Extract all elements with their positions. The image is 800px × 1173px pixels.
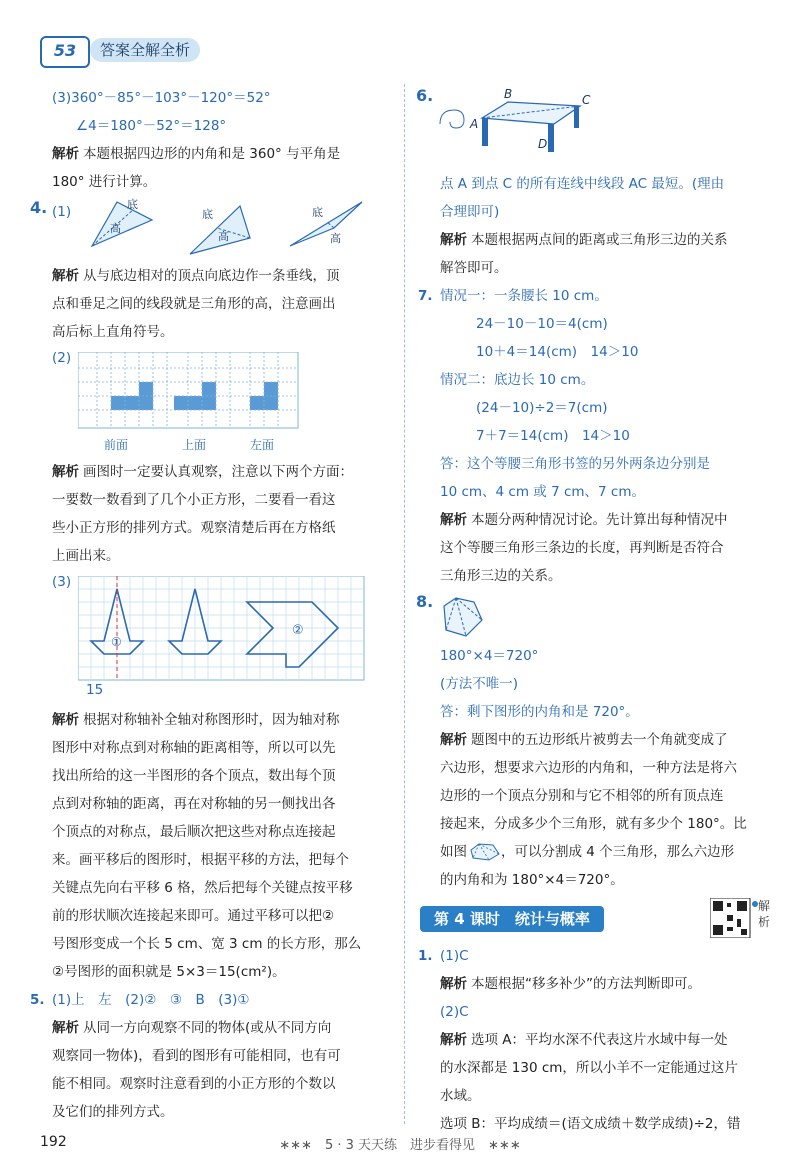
analysis-paragraph: 解析 本题分两种情况讨论。先计算出每种情况中 <box>440 512 728 528</box>
analysis-paragraph: 180° 进行计算。 <box>52 174 157 190</box>
answer-line: 7＋7＝14(cm) 14＞10 <box>476 428 630 444</box>
analysis-paragraph: 这个等腰三角形三条边的长度，再判断是否符合 <box>440 540 724 556</box>
hexagon-split-svg <box>434 594 494 642</box>
analysis-paragraph: 高后标上直角符号。 <box>52 324 174 340</box>
left-column <box>30 84 397 1126</box>
analysis-paragraph: 观察同一物体)，看到的图形有可能相同，也有可 <box>52 1048 341 1064</box>
table-svg <box>430 88 610 168</box>
analysis-paragraph: 个顶点的对称点，最后顺次把这些对称点连接起 <box>52 824 336 840</box>
analysis-paragraph: 找出所给的这一半图形的各个顶点，数出每个顶 <box>52 768 336 784</box>
footer-slogan: ∗∗∗ 5 · 3 天天练 进步看得见 ∗∗∗ <box>279 1138 521 1153</box>
column-divider <box>404 84 405 1124</box>
section-title: 第 4 课时 统计与概率 <box>420 906 604 932</box>
right-column <box>416 84 772 1138</box>
page-number: 192 <box>40 1134 67 1150</box>
answer-line: (2)C <box>440 1004 469 1020</box>
analysis-paragraph: 来。画平移后的图形时，根据平移的方法，把每个 <box>52 852 349 868</box>
figure-number: 15 <box>86 682 104 698</box>
triangle-base-label: 底 <box>202 208 213 221</box>
analysis-paragraph: 接起来，分成多少个三角形，就有多少个 180°。比 <box>440 816 747 832</box>
triangle-height-label: 高 <box>330 232 341 245</box>
analysis-paragraph: 解析 画图时一定要认真观察，注意以下两个方面： <box>52 464 353 480</box>
view-caption-front: 前面 <box>104 438 129 452</box>
analysis-paragraph: 的水深都是 130 cm，所以小羊不一定能通过这片 <box>440 1060 738 1076</box>
analysis-paragraph: 点和垂足之间的线段就是三角形的高，注意画出 <box>52 296 336 312</box>
question-number: 4. <box>30 198 48 217</box>
analysis-paragraph: 上画出来。 <box>52 548 120 564</box>
analysis-paragraph: 图形中对称点到对称轴的距离相等，所以可以先 <box>52 740 336 756</box>
analysis-label: 解析 <box>52 146 79 162</box>
view-caption-top: 上面 <box>182 438 207 452</box>
answer-line: (24－10)÷2＝7(cm) <box>476 400 608 416</box>
analysis-paragraph: 如图 ，可以分割成 4 个三角形，那么六边形 <box>440 844 735 860</box>
symmetry-grid <box>78 576 368 686</box>
triangle-height-label: 高 <box>218 230 229 243</box>
analysis-paragraph: 的内角和为 180°×4＝720°。 <box>440 872 624 888</box>
triangle-figures <box>30 198 397 260</box>
views-figure <box>52 348 397 456</box>
answer-line: 5. (1)上 左 (2)② ③ B (3)① <box>30 992 250 1008</box>
page-footer <box>0 1134 800 1154</box>
answer-line: 24－10－10＝4(cm) <box>476 316 608 332</box>
svg-text:①: ① <box>111 635 122 649</box>
analysis-paragraph: 解析 从同一方向观察不同的物体(或从不同方向 <box>52 1020 332 1036</box>
point-c: C <box>582 93 591 107</box>
answer-line: 1. (1)C <box>418 948 469 964</box>
analysis-paragraph: 解析 本题根据“移多补少”的方法判断即可。 <box>440 976 701 992</box>
analysis-paragraph: 解析 从与底边相对的顶点向底边作一条垂线，顶 <box>52 268 340 284</box>
analysis-paragraph: 解析 选项 A：平均水深不代表这片水域中每一处 <box>440 1032 728 1048</box>
analysis-paragraph: 能不相同。观察时注意看到的小正方形的个数以 <box>52 1076 336 1092</box>
triangle-base-label: 底 <box>312 206 323 219</box>
answer-line: 点 A 到点 C 的所有连线中线段 AC 最短。(理由 <box>440 176 725 192</box>
analysis-paragraph: 解答即可。 <box>440 260 508 276</box>
section-header <box>416 899 772 936</box>
pentagon-figure <box>416 592 772 640</box>
answer-line: (3)360°－85°－103°－120°＝52° <box>52 90 271 106</box>
views-grid <box>78 352 308 432</box>
sub-question: (1) <box>52 204 72 220</box>
analysis-paragraph: 边形的一个顶点分别和与它不相邻的所有顶点连 <box>440 788 724 804</box>
answer-line: 10＋4＝14(cm) 14＞10 <box>476 344 639 360</box>
analysis-paragraph: 选项 B：平均成绩＝(语文成绩＋数学成绩)÷2，错 <box>440 1116 741 1132</box>
question-number: 6. <box>416 86 434 105</box>
analysis-paragraph: 三角形三边的关系。 <box>440 568 562 584</box>
answer-line: 答：剩下图形的内角和是 720°。 <box>440 704 639 720</box>
view-caption-left: 左面 <box>250 438 275 452</box>
qr-code-icon[interactable] <box>710 898 758 938</box>
triangle-height-label: 高 <box>110 222 121 235</box>
symmetry-figure <box>52 572 397 704</box>
table-figure <box>416 86 772 168</box>
sub-question: (2) <box>52 350 72 366</box>
analysis-paragraph: 解析 根据对称轴补全轴对称图形时，因为轴对称 <box>52 712 340 728</box>
analysis-paragraph: 号图形变成一个长 5 cm、宽 3 cm 的长方形，那么 <box>52 936 362 952</box>
answer-line: (方法不唯一) <box>440 676 519 692</box>
analysis-paragraph: 解析 本题根据两点间的距离或三角形三边的关系 <box>440 232 728 248</box>
answer-line: 合理即可) <box>440 204 500 220</box>
analysis-paragraph: 点到对称轴的距离，再在对称轴的另一侧找出各 <box>52 796 336 812</box>
answer-line: ∠4＝180°－52°＝128° <box>76 118 227 134</box>
answer-line: 情况二：底边长 10 cm。 <box>440 372 595 388</box>
brand-logo: 53 <box>40 36 90 68</box>
triangles-svg <box>72 198 402 260</box>
answer-line: 180°×4＝720° <box>440 648 539 664</box>
inline-hexagon-icon <box>467 842 501 862</box>
triangle-base-label: 底 <box>127 198 138 211</box>
analysis-paragraph: 些小正方形的排列方式。观察清楚后再在方格纸 <box>52 520 336 536</box>
analysis-paragraph: 关键点先向右平移 6 格，然后把每个关键点按平移 <box>52 880 353 896</box>
analysis-paragraph: ②号图形的面积就是 5×3＝15(cm²)。 <box>52 964 286 980</box>
point-a: A <box>470 117 479 131</box>
question-number: 8. <box>416 592 434 611</box>
header-title: 答案全解全析 <box>90 38 200 62</box>
sub-question: (3) <box>52 574 72 590</box>
analysis-paragraph: 前的形状顺次连接起来即可。通过平移可以把② <box>52 908 335 924</box>
analysis-paragraph: 一要数一数看到了几个小正方形，二要看一看这 <box>52 492 336 508</box>
answer-line: 10 cm、4 cm 或 7 cm、7 cm。 <box>440 484 645 500</box>
analysis-paragraph: 水域。 <box>440 1088 481 1104</box>
point-b: B <box>504 88 513 101</box>
analysis-paragraph: 解析 本题根据四边形的内角和是 360° 与平角是 <box>52 146 341 162</box>
answer-line: 答：这个等腰三角形书签的另外两条边分别是 <box>440 456 710 472</box>
point-d: D <box>538 137 548 151</box>
shape-two-label: ② <box>292 623 304 638</box>
analysis-paragraph: 解析 题图中的五边形纸片被剪去一个角就变成了 <box>440 732 728 748</box>
analysis-paragraph: 六边形，想要求六边形的内角和，一种方法是将六 <box>440 760 737 776</box>
answer-line: 7. 情况一：一条腰长 10 cm。 <box>418 288 608 304</box>
analysis-paragraph: 及它们的排列方式。 <box>52 1104 174 1120</box>
qr-label: 解析 <box>758 899 771 929</box>
